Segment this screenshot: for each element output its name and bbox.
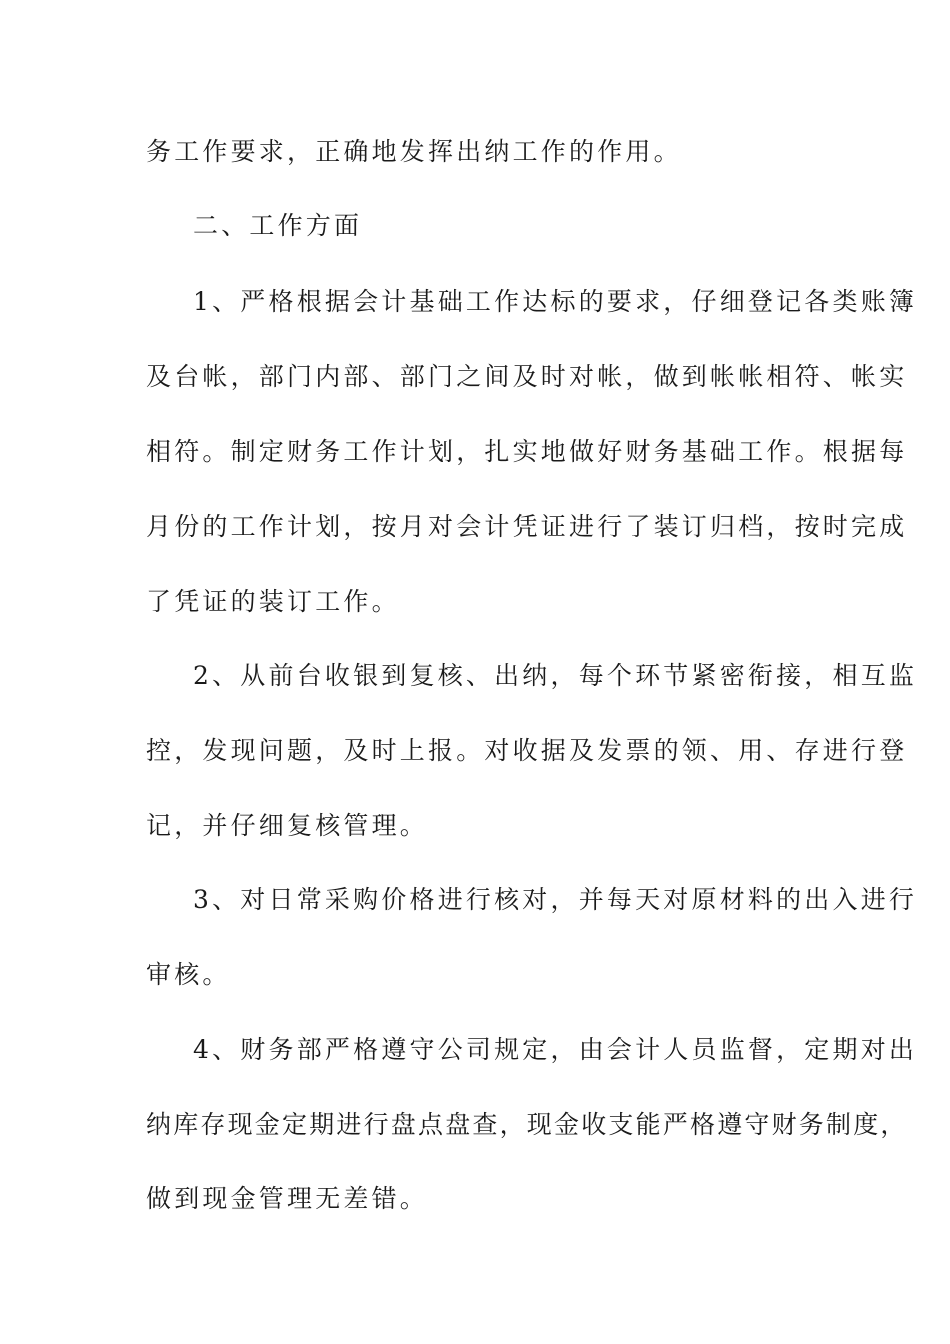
- paragraph-line: 审核。: [146, 960, 231, 989]
- paragraph-line: 做到现金管理无差错。: [146, 1184, 429, 1213]
- paragraph-line: 1、严格根据会计基础工作达标的要求，仔细登记各类账簿: [193, 287, 918, 316]
- paragraph-line: 控，发现问题，及时上报。对收据及发票的领、用、存进行登: [146, 736, 908, 765]
- paragraph-line: 2、从前台收银到复核、出纳，每个环节紧密衔接，相互监: [193, 661, 918, 690]
- paragraph-line: 及台帐，部门内部、部门之间及时对帐，做到帐帐相符、帐实: [146, 362, 908, 391]
- paragraph-line: 相符。制定财务工作计划，扎实地做好财务基础工作。根据每: [146, 437, 908, 466]
- paragraph-line: 务工作要求，正确地发挥出纳工作的作用。: [146, 137, 682, 166]
- paragraph-line: 纳库存现金定期进行盘点盘查，现金收支能严格遵守财务制度，: [146, 1110, 908, 1139]
- paragraph-line: 了凭证的装订工作。: [146, 587, 400, 616]
- paragraph-line: 月份的工作计划，按月对会计凭证进行了装订归档，按时完成: [146, 512, 908, 541]
- section-heading: 二、工作方面: [193, 211, 363, 240]
- paragraph-line: 记，并仔细复核管理。: [146, 811, 429, 840]
- paragraph-line: 4、财务部严格遵守公司规定，由会计人员监督，定期对出: [193, 1035, 918, 1064]
- paragraph-line: 3、对日常采购价格进行核对，并每天对原材料的出入进行: [193, 885, 918, 914]
